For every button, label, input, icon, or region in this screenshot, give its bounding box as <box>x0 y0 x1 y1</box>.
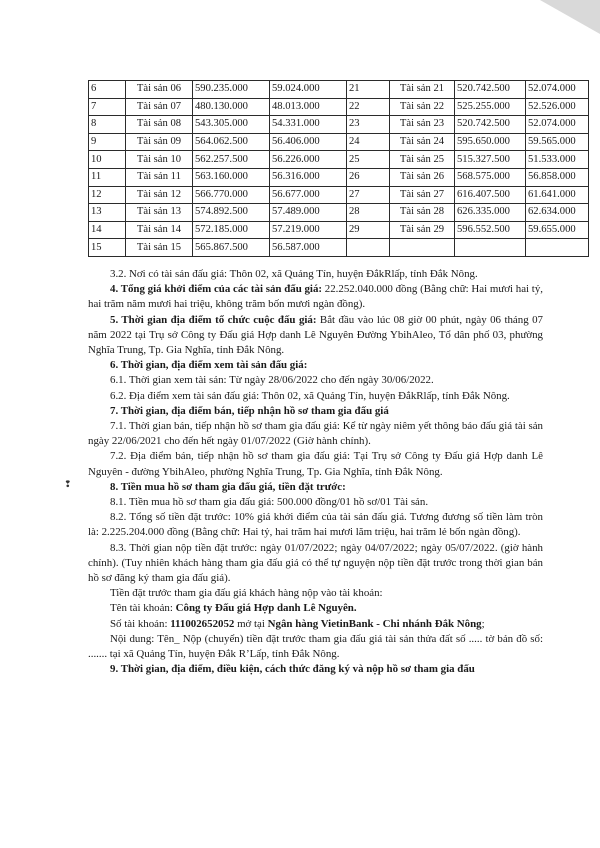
table-cell-b-name: Tài sản 25 <box>390 151 455 169</box>
table-cell-a-name: Tài sản 12 <box>126 186 193 204</box>
table-cell-b-name: Tài sản 22 <box>390 98 455 116</box>
page-corner-fold <box>540 0 600 34</box>
table-cell-a-v2: 56.226.000 <box>270 151 347 169</box>
table-cell-a-name: Tài sản 15 <box>126 239 193 257</box>
section-8-3: 8.3. Thời gian nộp tiền đặt trước: ngày 01/07/2022; ngày 04/07/2022; ngày 05/07/2022. (giờ hành chính). (Tuy nhiên khách hàng tham gia đấu giá có thể tự nguyện nộp tiền đặt trước trong thời gian bán hồ sơ đăng ký tham gia đấu giá). <box>88 541 543 585</box>
table-cell-a-no: 8 <box>89 116 126 134</box>
table-cell-a-name: Tài sản 14 <box>126 221 193 239</box>
table-cell-a-name: Tài sản 13 <box>126 204 193 222</box>
table-cell-a-v2: 57.219.000 <box>270 221 347 239</box>
section-5-heading: 5. Thời gian địa điểm tổ chức cuộc đấu giá: <box>110 313 317 326</box>
table-cell-b-no: 24 <box>347 133 390 151</box>
table-cell-b-name: Tài sản 28 <box>390 204 455 222</box>
table-row <box>89 116 589 134</box>
table-cell-b-v2: 62.634.000 <box>526 204 589 222</box>
table-cell-a-no: 7 <box>89 98 126 116</box>
table-cell-b-no: 22 <box>347 98 390 116</box>
table-cell-b-v1: 626.335.000 <box>455 204 526 222</box>
table-cell-a-no: 9 <box>89 133 126 151</box>
table-cell-b-no: 23 <box>347 116 390 134</box>
section-8-heading: 8. Tiền mua hồ sơ tham gia đấu giá, tiền đặt trước: <box>110 480 346 493</box>
deposit-account-intro: Tiền đặt trước tham gia đấu giá khách hàng nộp vào tài khoản: <box>110 587 383 600</box>
table-cell-a-v2: 56.406.000 <box>270 133 347 151</box>
table-cell-b-v1: 568.575.000 <box>455 168 526 186</box>
table-cell-b-v2: 61.641.000 <box>526 186 589 204</box>
table-cell-a-name: Tài sản 11 <box>126 168 193 186</box>
table-cell-a-no: 6 <box>89 81 126 99</box>
table-cell-a-v2: 48.013.000 <box>270 98 347 116</box>
table-cell-a-name: Tài sản 10 <box>126 151 193 169</box>
table-cell-b-v2: 51.533.000 <box>526 151 589 169</box>
table-cell-a-v2: 54.331.000 <box>270 116 347 134</box>
table-cell-b-no: 21 <box>347 81 390 99</box>
section-8-1: 8.1. Tiền mua hồ sơ tham gia đấu giá: 500.000 đồng/01 hồ sơ/01 Tài sản. <box>110 496 429 509</box>
table-cell-a-v2: 56.587.000 <box>270 239 347 257</box>
table-cell-a-v1: 562.257.500 <box>193 151 270 169</box>
table-cell-b-v1: 595.650.000 <box>455 133 526 151</box>
margin-mark: ❢ <box>64 479 72 489</box>
table-cell-b-name: Tài sản 21 <box>390 81 455 99</box>
table-cell-b-v1: 616.407.500 <box>455 186 526 204</box>
asset-price-table <box>88 80 589 257</box>
table-cell-b-no: 28 <box>347 204 390 222</box>
table-cell-b-v2 <box>526 239 589 257</box>
section-9-heading: 9. Thời gian, địa điểm, điều kiện, cách thức đăng ký và nộp hồ sơ tham gia đấu <box>110 663 475 676</box>
table-cell-b-no: 27 <box>347 186 390 204</box>
table-cell-b-no: 29 <box>347 221 390 239</box>
table-cell-a-v1: 565.867.500 <box>193 239 270 257</box>
notice-body <box>88 267 543 677</box>
section-5-text: Bắt đầu vào lúc 08 giờ 00 phút, ngày 06 tháng 07 năm 2022 tại Trụ sở Công ty Đấu giá Hợp danh Lê Nguyên Đường YbihAleo, Tổ dân phố 03, phường Nghĩa Trung, Tp. Gia Nghĩa, tỉnh Đắk Nông. <box>88 313 543 357</box>
table-cell-a-v2: 56.316.000 <box>270 168 347 186</box>
table-row <box>89 151 589 169</box>
section-6-1: 6.1. Thời gian xem tài sản: Từ ngày 28/06/2022 cho đến ngày 30/06/2022. <box>110 374 434 387</box>
table-cell-b-no: 25 <box>347 151 390 169</box>
section-7-1: 7.1. Thời gian bán, tiếp nhận hồ sơ tham gia đấu giá: Kể từ ngày niêm yết thông báo đấu giá tài sản ngày 22/06/2021 cho đến hết ngày 01/07/2022 (Giờ hành chính). <box>88 420 543 448</box>
table-cell-b-no <box>347 239 390 257</box>
table-cell-a-v1: 574.892.500 <box>193 204 270 222</box>
table-cell-b-name: Tài sản 23 <box>390 116 455 134</box>
table-cell-b-name: Tài sản 29 <box>390 221 455 239</box>
table-cell-b-no: 26 <box>347 168 390 186</box>
table-cell-a-v1: 543.305.000 <box>193 116 270 134</box>
table-cell-a-v1: 572.185.000 <box>193 221 270 239</box>
table-cell-a-no: 14 <box>89 221 126 239</box>
table-cell-b-v1: 515.327.500 <box>455 151 526 169</box>
section-4 <box>88 282 543 312</box>
table-row <box>89 133 589 151</box>
account-name: Tên tài khoản: Công ty Đấu giá Hợp danh Lê Nguyên. <box>110 602 357 615</box>
table-cell-a-v1: 566.770.000 <box>193 186 270 204</box>
table-cell-a-name: Tài sản 07 <box>126 98 193 116</box>
table-cell-a-v1: 590.235.000 <box>193 81 270 99</box>
table-cell-a-no: 13 <box>89 204 126 222</box>
table-cell-a-name: Tài sản 08 <box>126 116 193 134</box>
table-cell-b-v1: 596.552.500 <box>455 221 526 239</box>
section-7-heading: 7. Thời gian, địa điểm bán, tiếp nhận hồ sơ tham gia đấu giá <box>110 404 389 417</box>
table-cell-a-name: Tài sản 09 <box>126 133 193 151</box>
payment-content: Nội dung: Tên_ Nộp (chuyển) tiền đặt trước tham gia đấu giá tài sản thửa đất số ..... tờ bản đồ số: ....... tại xã Quảng Tín, huyện Đắk R’Lấp, tỉnh Đắk Nông. <box>88 632 543 661</box>
table-cell-a-v2: 56.677.000 <box>270 186 347 204</box>
table-cell-b-v1 <box>455 239 526 257</box>
table-row <box>89 81 589 99</box>
section-7-2: 7.2. Địa điểm bán, tiếp nhận hồ sơ tham gia đấu giá: Tại Trụ sở Công ty Đấu giá Hợp danh Lê Nguyên - đường YbihAleo, phường Nghĩa Trung, Tp. Gia Nghĩa, tỉnh Đắk Nông. <box>88 450 543 478</box>
table-row <box>89 98 589 116</box>
section-5 <box>88 313 543 359</box>
table-cell-b-name: Tài sản 27 <box>390 186 455 204</box>
table-cell-b-v2: 52.074.000 <box>526 81 589 99</box>
table-cell-a-v1: 563.160.000 <box>193 168 270 186</box>
section-6-heading: 6. Thời gian, địa điểm xem tài sản đấu giá: <box>110 359 308 372</box>
section-8-2: 8.2. Tổng số tiền đặt trước: 10% giá khởi điểm của tài sản đấu giá. Tương đương số tiền làm tròn là: 2.225.204.000 đồng (Bằng chữ: Hai tỷ, hai trăm hai mươi lăm triệu, hai trăm lẻ bốn ngàn đồng). <box>88 511 543 539</box>
table-cell-b-v2: 59.655.000 <box>526 221 589 239</box>
table-cell-a-v1: 480.130.000 <box>193 98 270 116</box>
table-cell-a-v2: 59.024.000 <box>270 81 347 99</box>
table-row <box>89 221 589 239</box>
table-cell-a-no: 12 <box>89 186 126 204</box>
table-cell-b-v2: 52.074.000 <box>526 116 589 134</box>
table-cell-b-name <box>390 239 455 257</box>
table-cell-b-v2: 56.858.000 <box>526 168 589 186</box>
account-number: Số tài khoản: 111002652052 mở tại Ngân hàng VietinBank - Chi nhánh Đắk Nông; <box>110 617 485 630</box>
table-cell-b-v2: 59.565.000 <box>526 133 589 151</box>
table-cell-b-v1: 520.742.500 <box>455 116 526 134</box>
asset-location: 3.2. Nơi có tài sản đấu giá: Thôn 02, xã Quảng Tín, huyện ĐắkRlấp, tỉnh Đắk Nông. <box>110 268 478 280</box>
section-4-heading: 4. Tổng giá khởi điểm của các tài sản đấu giá: <box>110 283 323 296</box>
table-cell-b-v1: 525.255.000 <box>455 98 526 116</box>
table-row <box>89 186 589 204</box>
table-cell-a-v2: 57.489.000 <box>270 204 347 222</box>
table-cell-a-v1: 564.062.500 <box>193 133 270 151</box>
section-6-2: 6.2. Địa điểm xem tài sản đấu giá: Thôn 02, xã Quảng Tín, huyện ĐắkRlấp, tỉnh Đắk Nông. <box>110 389 510 402</box>
table-row <box>89 239 589 257</box>
table-cell-a-no: 10 <box>89 151 126 169</box>
table-cell-b-name: Tài sản 26 <box>390 168 455 186</box>
table-cell-a-no: 11 <box>89 168 126 186</box>
table-cell-b-name: Tài sản 24 <box>390 133 455 151</box>
table-row <box>89 204 589 222</box>
table-cell-a-no: 15 <box>89 239 126 257</box>
table-row <box>89 168 589 186</box>
table-cell-a-name: Tài sản 06 <box>126 81 193 99</box>
table-cell-b-v2: 52.526.000 <box>526 98 589 116</box>
table-cell-b-v1: 520.742.500 <box>455 81 526 99</box>
section-4-text: 22.252.040.000 đồng (Bằng chữ: Hai mươi hai tỷ, hai trăm năm mươi hai triệu, không trăm bốn mươi ngàn đồng). <box>88 283 543 311</box>
